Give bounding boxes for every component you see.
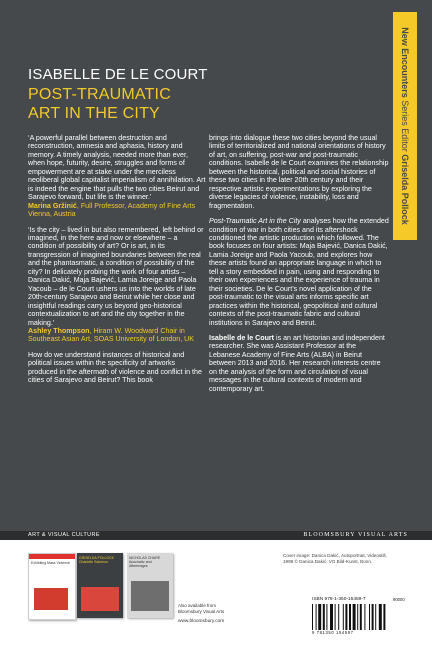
title-line-2: ART IN THE CITY [28, 105, 160, 122]
endorsement-1 [28, 134, 206, 219]
also-available-line-2: Bloomsbury Visual Arts [178, 608, 225, 614]
thumbnail-image [34, 588, 68, 610]
endorsement-2 [28, 226, 206, 344]
credit-line-2: 1999 © Danica Dakić, VG Bild-Kunst, Bonn. [283, 558, 373, 564]
blurb-paragraph-2: brings into dialogue these two cities beyond the usual limits of territorialized and national orientations of history of art, on suffering, post-war and post-traumatic conditions. Isabelle de le Court examines the relationship between the historical, political and social histories of these two cities in the later 20th century and their respective artistic experimentations by exploring the diverse legacies of violence, instability, loss and fragmentation. [209, 134, 389, 210]
series-editor-label: Series Editor [400, 100, 410, 152]
barcode-image [312, 604, 404, 630]
thumbnail-image [81, 587, 119, 611]
also-available-line-1: Also available from [178, 603, 217, 608]
book-title [28, 85, 171, 123]
credit-line-1: Cover image: Danica Dakić, Autoportrait, Videostill, [283, 553, 387, 558]
category-label: ART & VISUAL CULTURE [28, 532, 100, 538]
category-strip [0, 531, 432, 540]
publisher-label: BLOOMSBURY VISUAL ARTS [303, 532, 408, 538]
endorsement-2-name: Ashley Thompson [28, 326, 90, 335]
endorsement-1-name: Marina Gržinić [28, 201, 77, 210]
series-editor-name: Griselda Pollock [400, 154, 410, 225]
left-text-column [28, 134, 206, 392]
thumbnail-image [131, 581, 169, 611]
endorsement-2-affiliation: , Hiram W. Woodward Chair in Southeast Asian Art, SOAS University of London, UK [28, 326, 195, 344]
series-spine-text [400, 27, 410, 225]
title-line-1: POST-TRAUMATIC [28, 86, 171, 103]
cover-image-credit [283, 553, 411, 564]
related-book-title-3: NICHOLAS CHARE Auschwitz and Afterimages [129, 556, 161, 568]
endorsement-1-text: ‘A powerful parallel between destruction and reconstruction, amnesia and aphasia, history and memory. A timely analysis, needed more than ever, when hope, futurity, desire, struggles and forms of empowerment are at stake under the merciless neoliberal global capitalist imperialism of annihilation. Art is indeed the engine that pulls the two cities Beirut and Sarajevo forward, but life is the winner.’ [28, 134, 206, 202]
author-bio-text: is an art historian and independent researcher. She was Assistant Professor at the Lebanese Academy of Fine Arts (ALBA) in Beirut between 2013 and 2016. Her research interests centre on the analysis of the form and circulation of visual messages in the cultural contexts of modern and contemporary art. [209, 333, 385, 393]
price-code: 90000 [393, 597, 405, 602]
related-book-title-1: Exhibiting Mass Violence [31, 561, 70, 565]
right-text-column [209, 134, 389, 400]
isbn-label: ISBN 978-1-350-15459-7 [312, 597, 366, 602]
blurb-paragraph-3-text: analyses how the extended condition of war in both cities and its aftershock conditioned the artistic production which followed. The book focuses on four artists: Maja Bajević, Danica Dakić, Lamia Joreige and Paola Yacoub, and explores how these artists found an appropriate language in which to tell a story embedded in pain, using and responding to their own experiences and the experience of trauma in their societies. De le Court’s novel application of the post-traumatic to the visual arts informs specific art practices within the historical, geopolitical and cultural contexts of the post-traumatic fabric and cultural institutions in Sarajevo and Beirut. [209, 217, 389, 327]
barcode-number: 9 781350 154597 [312, 630, 354, 635]
related-book-thumbnail-3 [127, 553, 173, 618]
endorsement-1-affiliation: , Full Professor, Academy of Fine Arts Vienna, Austria [28, 201, 196, 219]
blurb-paragraph-1: How do we understand instances of historical and political issues within the specificity of artworks produced in the aftermath of violence and conflict in the cities of Sarajevo and Beirut? This book [28, 350, 202, 385]
related-book-thumbnail-2 [77, 553, 123, 618]
also-available-note [178, 603, 224, 614]
author-name: ISABELLE DE LE COURT [28, 66, 208, 83]
endorsement-2-text: ‘Is the city – lived in but also remembered, left behind or imagined, in the here and now or elsewhere – a condition of possibility of art? Or is art, in its transgression of imagined boundaries between the real and the phantasmatic, a condition of possibility of the city? In delicately probing the work of four artists – Danica Dakić, Maja Bajević, Lamia Joreige and Paola Yacoub – de le Court ushers us into the worlds of late 20th-century Sarajevo and Beirut while her close and insightful readings carry us beyond geo-historical contextualization to art and the city together in the making.’ [28, 225, 204, 327]
author-bio [209, 334, 389, 393]
blurb-paragraph-3 [209, 217, 389, 327]
author-bio-name: Isabelle de le Court [209, 333, 275, 342]
related-book-thumbnail-1 [28, 553, 76, 620]
series-name: New Encounters [400, 27, 410, 98]
publisher-website: www.bloomsbury.com [178, 619, 225, 624]
related-book-title-2: GRISELDA POLLOCK Charlotte Salomon [79, 556, 115, 564]
blurb-book-title: Post-Traumatic Art in the City [209, 217, 301, 226]
